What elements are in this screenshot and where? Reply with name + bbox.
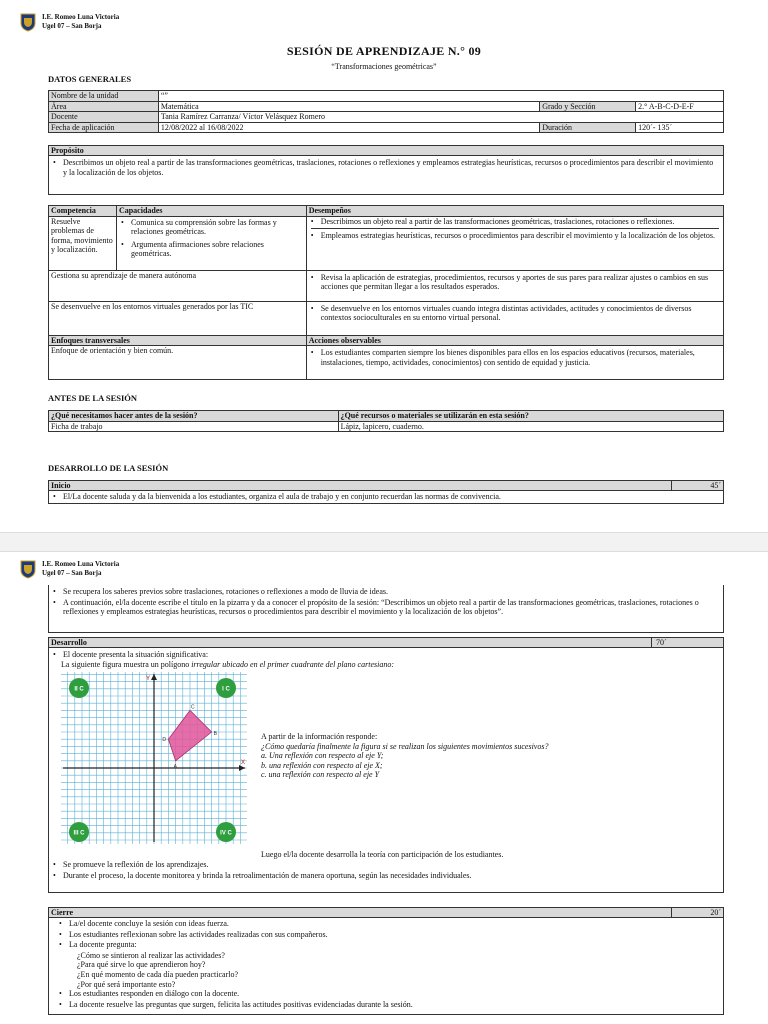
cierre-item-5: • La docente resuelve las preguntas que surgen, felicita las actitudes positivas evidenciadas durante la sesión.	[59, 1000, 719, 1010]
question-a: a. Una reflexión con respecto al eje Y;	[261, 751, 384, 761]
cierre-time: 20´	[671, 908, 721, 917]
desempeno-4: • Se desenvuelve en los entornos virtuales cuando integra distintas actividades, actitudes y conocimientos de diversos contextos socioculturales en su entorno virtual personal.	[311, 304, 719, 323]
duracion-value: 120´- 135´	[636, 122, 724, 133]
desarrollo-sesion-heading: DESARROLLO DE LA SESIÓN	[48, 463, 169, 473]
datos-heading: DATOS GENERALES	[48, 74, 132, 84]
desarrollo-time: 70´	[651, 638, 721, 647]
fecha-value: 12/08/2022 al 16/08/2022	[158, 122, 539, 133]
antes-q1: ¿Qué necesitamos hacer antes de la sesión?	[49, 411, 339, 422]
quadrant-1-badge-label: I C	[222, 686, 230, 693]
proposito-label: Propósito	[49, 146, 723, 156]
unidad-value: “”	[158, 91, 723, 102]
area-label: Área	[49, 101, 159, 112]
desarrollo-item-1: • El docente presenta la situación significativa:	[53, 650, 719, 660]
cierre-question-c: ¿En qué momento de cada día pueden practicarlo?	[77, 969, 239, 979]
unidad-label: Nombre de la unidad	[49, 91, 159, 102]
quadrant-3-badge-label: III C	[73, 830, 85, 837]
cierre-question-a: ¿Cómo se sintieron al realizar las actividades?	[77, 950, 225, 960]
proposito-box	[48, 145, 724, 195]
enfoque-text: Enfoque de orientación y bien común.	[49, 346, 307, 380]
vertex-label: C	[191, 704, 195, 711]
desempeno-1: • Describimos un objeto real a partir de las transformaciones geométricas, traslaciones, rotaciones o reflexiones.	[311, 217, 719, 230]
vertex-label: A	[173, 763, 177, 770]
grado-label: Grado y Sección	[540, 101, 636, 112]
competencia-3: Se desenvuelve en los entornos virtuales generados por las TIC	[49, 301, 307, 335]
cierre-label: Cierre	[51, 908, 74, 917]
competencia-2: Gestiona su aprendizaje de manera autónoma	[49, 270, 307, 301]
cierre-item-1: • La/el docente concluye la sesión con ideas fuerza.	[59, 919, 719, 929]
desarrollo-box	[48, 637, 724, 893]
h-enfoques: Enfoques transversales	[49, 335, 307, 346]
desempeno-2: • Empleamos estrategias heurísticas, recursos o procedimientos para describir el movimiento y la localización de los objetos.	[311, 231, 719, 241]
inicio-item-1: • El/La docente saluda y da la bienvenida a los estudiantes, organiza el aula de trabajo y en conjunto recuerdan las normas de convivencia.	[53, 492, 719, 502]
cierre-box	[48, 907, 724, 1015]
question-c: c. una reflexión con respecto al eje Y	[261, 770, 380, 780]
vertex-label: D	[162, 737, 167, 744]
question-intro: A partir de la información responde:	[261, 732, 378, 741]
inicio-item-3: • A continuación, el/la docente escribe el título en la pizarra y da a conocer el propósito de la sesión: “Describimos un objeto real a partir de las transformaciones geométricas, traslaciones, rotaciones o reflexiones y empleamos estrategias heurísticas, recursos o procedimientos para describir el movimiento y la localización de los objetos”.	[53, 598, 719, 617]
session-title: SESIÓN DE APRENDIZAJE N.° 09	[286, 44, 482, 58]
cierre-item-3: • La docente pregunta:	[59, 940, 719, 950]
school-ugel: Ugel 07 – San Borja	[42, 569, 102, 577]
cierre-item-4: • Los estudiantes responden en diálogo con la docente.	[59, 989, 719, 999]
cierre-question-b: ¿Para qué sirve lo que aprendieron hoy?	[77, 960, 206, 970]
h-desempenos: Desempeños	[306, 206, 723, 217]
inicio-label: Inicio	[51, 481, 71, 490]
antes-a1: Ficha de trabajo	[49, 421, 339, 432]
quadrant-4-badge-label: IV C	[220, 830, 232, 837]
desarrollo-item-4: • Durante el proceso, la docente monitorea y brinda la retroalimentación de manera oportuna, según las necesidades individuales.	[53, 871, 715, 881]
datos-table	[48, 90, 724, 133]
fecha-label: Fecha de aplicación	[49, 122, 159, 133]
x-axis-label: X	[241, 760, 246, 766]
page-2	[0, 553, 768, 1024]
antes-q2: ¿Qué recursos o materiales se utilizarán en esta sesión?	[338, 411, 723, 422]
question-main: ¿Cómo quedaría finalmente la figura si se realizan los siguientes movimientos sucesivos?	[261, 741, 549, 751]
competencias-table	[48, 205, 724, 380]
antes-a2: Lápiz, lapicero, cuaderno.	[338, 421, 723, 432]
school-name: I.E. Romeo Luna Victoria	[42, 560, 120, 569]
school-name: I.E. Romeo Luna Victoria	[42, 13, 120, 22]
cierre-item-2: • Los estudiantes reflexionan sobre las actividades realizadas con sus compañeros.	[59, 930, 719, 940]
school-crest-icon	[20, 559, 36, 579]
cierre-question-d: ¿Por qué será importante esto?	[77, 979, 176, 989]
antes-heading: ANTES DE LA SESIÓN	[48, 393, 138, 403]
school-header	[20, 12, 119, 32]
antes-table	[48, 410, 724, 432]
inicio-box	[48, 480, 724, 504]
accion-text: • Los estudiantes comparten siempre los bienes disponibles para ellos en los espacios educativos (recursos, materiales, instalaciones, tiempo, actividades, conocimientos) con sentido de equidad y justicia.	[311, 348, 719, 367]
capacidad-1: • Comunica su comprensión sobre las formas y relaciones geométricas.	[121, 218, 302, 237]
proposito-text: • Describimos un objeto real a partir de las transformaciones geométricas, traslaciones, rotaciones o reflexiones y empleamos estrategias heurísticas, recursos o procedimientos para describir el movimiento y la localización de los objetos.	[53, 158, 719, 177]
inicio-time: 45´	[671, 481, 721, 490]
inicio-continued-box	[48, 585, 724, 633]
docente-label: Docente	[49, 112, 159, 123]
school-crest-icon	[20, 12, 36, 32]
page-gap	[0, 532, 768, 552]
desempeno-3: • Revisa la aplicación de estrategias, procedimientos, recursos y aportes de sus pares para realizar ajustes o cambios en sus acciones que permitan llegar a los resultados esperados.	[311, 273, 719, 292]
question-b: b. una reflexión con respecto al eje X;	[261, 760, 383, 770]
desarrollo-item-3: • Se promueve la reflexión de los aprendizajes.	[53, 860, 715, 870]
grado-value: 2.° A-B-C-D-E-F	[636, 101, 724, 112]
luego-text: Luego el/la docente desarrolla la teoría con participación de los estudiantes.	[261, 850, 504, 859]
duracion-label: Duración	[540, 122, 636, 133]
session-subtitle: “Transformaciones geométricas”	[331, 62, 437, 71]
school-ugel: Ugel 07 – San Borja	[42, 22, 102, 30]
vertex-label: B	[213, 731, 217, 737]
school-header-2	[20, 559, 119, 579]
desarrollo-label: Desarrollo	[51, 638, 87, 647]
question-block	[261, 732, 601, 780]
area-value: Matemática	[158, 101, 539, 112]
competencia-1: Resuelve problemas de forma, movimiento y localización.	[49, 216, 117, 270]
y-axis-label: Y	[146, 676, 151, 682]
quadrant-2-badge-label: II C	[74, 686, 84, 693]
h-capacidades: Capacidades	[116, 206, 306, 217]
h-competencia: Competencia	[49, 206, 117, 217]
h-acciones: Acciones observables	[306, 335, 723, 346]
desarrollo-figure-intro: La siguiente figura muestra un polígono irregular ubicado en el primer cuadrante del plano cartesiano:	[61, 659, 394, 669]
inicio-item-2: • Se recupera los saberes previos sobre traslaciones, rotaciones o reflexiones a modo de lluvia de ideas.	[53, 587, 719, 597]
cartesian-plane	[61, 672, 247, 844]
docente-value: Tania Ramírez Carranza/ Víctor Velásquez Romero	[158, 112, 723, 123]
capacidad-2: • Argumenta afirmaciones sobre relaciones geométricas.	[121, 240, 302, 259]
